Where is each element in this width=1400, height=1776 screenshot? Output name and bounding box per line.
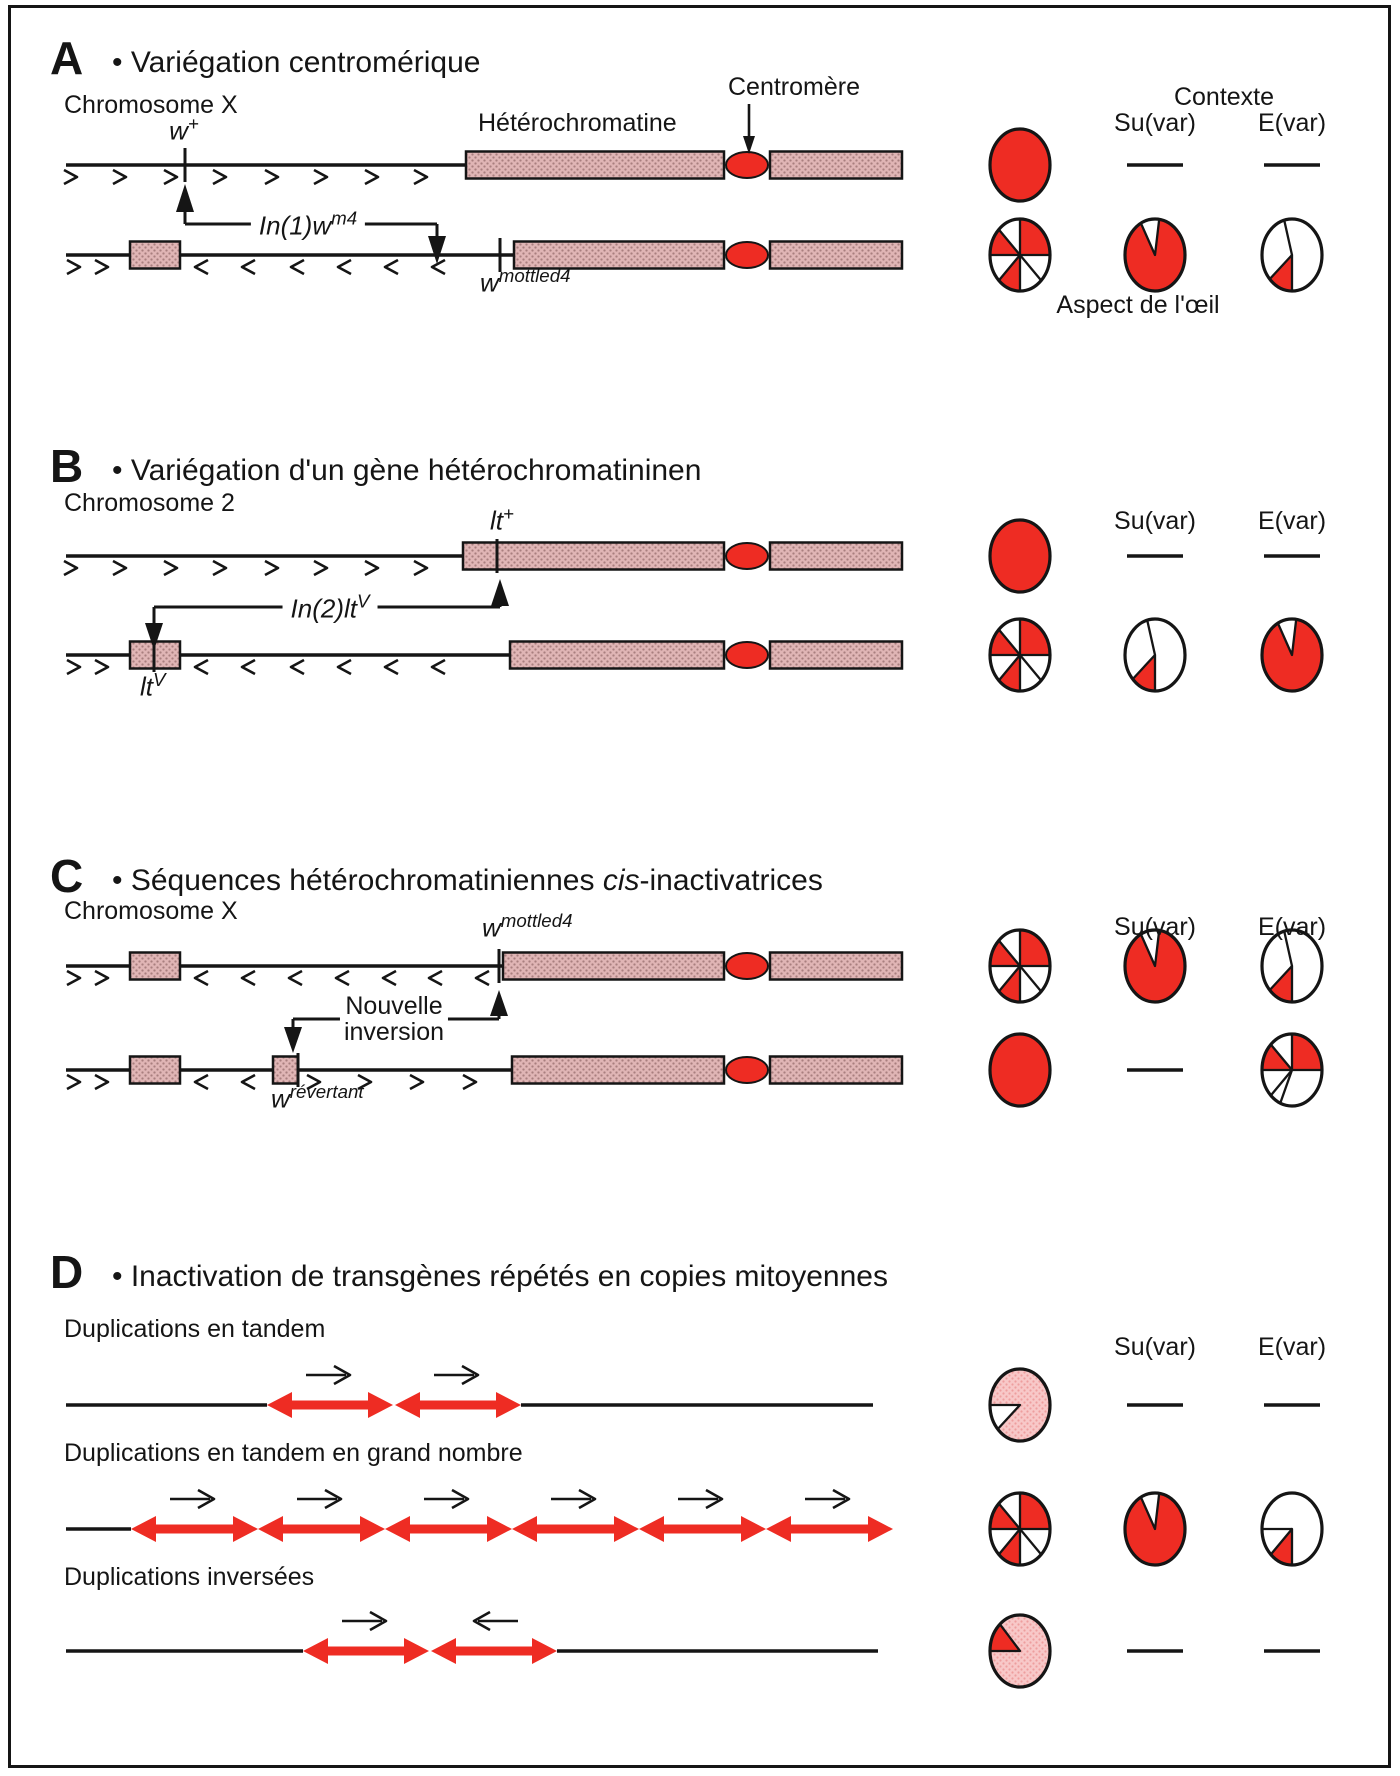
transgene-repeat-arrow — [407, 1525, 490, 1534]
gene-sup: V — [356, 590, 370, 612]
title-cis: cis — [602, 864, 640, 897]
eye-variegated-icon — [990, 930, 1050, 1002]
eye-variegated-icon — [990, 1493, 1050, 1565]
heterochromatin-box — [512, 1057, 724, 1084]
e-var-header-c: E(var) — [1257, 913, 1327, 941]
heterochromatin-label: Hétérochromatine — [478, 109, 677, 137]
transgene-repeat-arrow — [661, 1525, 744, 1534]
panel-b-letter: B — [50, 440, 85, 492]
centromere-icon — [726, 642, 768, 668]
eye-aspect-caption: Aspect de l'œil — [1056, 291, 1220, 319]
eye-full-red-icon — [990, 520, 1050, 592]
chromosome-row-C1 — [66, 949, 902, 985]
orientation-arrow-icon — [297, 1490, 341, 1508]
transgene-repeat-arrow — [417, 1401, 499, 1410]
orientation-arrow-icon — [342, 1612, 386, 1630]
su-var-header-d: Su(var) — [1114, 1333, 1196, 1361]
gene-base: lt — [140, 671, 153, 702]
heterochromatin-box — [130, 1057, 180, 1084]
heterochromatin-box — [770, 152, 902, 179]
inverted-duplication-label: Duplications inversées — [64, 1563, 315, 1591]
gene-sup: + — [187, 113, 199, 134]
gene-sup: révertant — [289, 1081, 364, 1102]
su-var-header-b: Su(var) — [1114, 507, 1196, 535]
gene-base: In(2)lt — [290, 593, 357, 624]
gene-label-w-mottled4-c — [482, 911, 573, 942]
inversion-label-a — [251, 209, 365, 240]
context-header: Contexte — [1173, 83, 1275, 111]
gene-sup: V — [153, 669, 166, 690]
heterochromatin-box — [770, 543, 902, 570]
tandem-duplication-label: Duplications en tandem — [64, 1315, 326, 1343]
eye-variegated-icon — [990, 619, 1050, 691]
gene-base: w — [271, 1083, 290, 1114]
title-post: -inactivatrices — [639, 864, 823, 897]
chromosome-label-c: Chromosome X — [64, 897, 238, 925]
chromosome-row-C2 — [66, 1053, 902, 1089]
eye-white-with-red-wedge-icon — [1125, 619, 1185, 691]
heterochromatin-box — [770, 242, 902, 269]
heterochromatin-box — [463, 543, 724, 570]
eye-full-red-icon — [990, 1034, 1050, 1106]
heterochromatin-box — [130, 953, 180, 980]
heterochromatin-box — [503, 953, 724, 980]
chromosome-row-D3 — [66, 1612, 878, 1664]
transgene-repeat-arrow — [289, 1401, 371, 1410]
e-var-header-b: E(var) — [1257, 507, 1327, 535]
centromere-icon — [726, 543, 768, 569]
gene-sup: m4 — [331, 207, 358, 229]
panel-a-letter: A — [50, 32, 85, 84]
orientation-arrow-icon — [306, 1366, 350, 1384]
e-var-header-a: E(var) — [1257, 109, 1327, 137]
gene-label-lt-plus — [490, 504, 514, 535]
centromere-icon — [726, 152, 768, 178]
heterochromatin-box — [770, 642, 902, 669]
gene-label-w-plus — [169, 114, 199, 145]
heterochromatin-box — [130, 242, 180, 269]
heterochromatin-box — [466, 152, 724, 179]
tandem-many-label: Duplications en tandem en grand nombre — [64, 1439, 523, 1467]
heterochromatin-box — [770, 953, 902, 980]
eye-pink-with-red-wedge-icon — [990, 1615, 1050, 1687]
gene-base: w — [482, 912, 501, 943]
transgene-repeat-arrow — [280, 1525, 363, 1534]
transgene-repeat-arrow — [153, 1525, 236, 1534]
centromere-icon — [726, 242, 768, 268]
heterochromatin-box — [273, 1057, 298, 1084]
eye-variegated-icon — [990, 219, 1050, 291]
eye-red-with-white-notch-icon — [1262, 619, 1322, 691]
e-var-header-d: E(var) — [1257, 1333, 1327, 1361]
gene-label-lt-v — [140, 670, 165, 701]
gene-sup: + — [503, 503, 514, 524]
new-inversion-line2: inversion — [343, 1018, 445, 1046]
new-inversion-line1: Nouvelle — [345, 992, 443, 1020]
orientation-arrow-icon — [170, 1490, 214, 1508]
transgene-repeat-arrow — [453, 1647, 535, 1656]
chromosome-label-a: Chromosome X — [64, 91, 238, 119]
gene-sup: mottled4 — [500, 910, 573, 931]
orientation-arrow-icon — [474, 1612, 518, 1630]
centromere-icon — [726, 953, 768, 979]
panel-c-letter: C — [50, 850, 85, 902]
gene-base: In(1)w — [258, 210, 332, 241]
eye-full-red-icon — [990, 129, 1050, 201]
gene-base: w — [169, 115, 188, 146]
centromere-label: Centromère — [728, 73, 860, 101]
inversion-label-b — [283, 592, 378, 623]
heterochromatin-box — [770, 1057, 902, 1084]
chromosome-row-B1 — [64, 539, 902, 575]
chromosome-row-B2 — [66, 638, 902, 674]
eye-pink-with-white-notch-icon — [990, 1369, 1050, 1441]
transgene-repeat-arrow — [534, 1525, 617, 1534]
gene-label-w-revertant — [271, 1082, 364, 1113]
chromosome-row-D2 — [66, 1490, 893, 1542]
orientation-arrow-icon — [434, 1366, 478, 1384]
eye-red-with-white-notch-icon — [1125, 1493, 1185, 1565]
title-pre: • Séquences hétérochromatiniennes — [112, 864, 603, 897]
gene-base: lt — [490, 505, 504, 536]
orientation-arrow-icon — [424, 1490, 468, 1508]
chromosome-row-D1 — [66, 1366, 873, 1418]
panel-c-title — [112, 865, 823, 897]
orientation-arrow-icon — [805, 1490, 849, 1508]
eye-white-with-red-wedge-icon — [1262, 219, 1322, 291]
orientation-arrow-icon — [551, 1490, 595, 1508]
centromere-pointer-arrow — [743, 104, 755, 154]
panel-d-title: • Inactivation de transgènes répétés en copies mitoyennes — [112, 1260, 888, 1293]
gene-label-w-mottled4-a — [480, 266, 571, 297]
eye-variegated-light-icon — [1262, 1034, 1322, 1106]
su-var-header-a: Su(var) — [1114, 109, 1196, 137]
new-inversion-label — [340, 993, 448, 1045]
centromere-icon — [726, 1057, 768, 1083]
su-var-header-c: Su(var) — [1114, 913, 1196, 941]
transgene-repeat-arrow — [325, 1647, 407, 1656]
chromosome-label-b: Chromosome 2 — [64, 489, 235, 517]
eye-white-with-red-wedge-hline-icon — [1262, 1493, 1322, 1565]
transgene-repeat-arrow — [788, 1525, 871, 1534]
panel-a-title: • Variégation centromérique — [112, 46, 481, 79]
panel-b-title: • Variégation d'un gène hétérochromatininen — [112, 454, 702, 487]
gene-base: w — [480, 267, 499, 298]
gene-sup: mottled4 — [498, 265, 571, 286]
eye-red-with-white-notch-icon — [1125, 219, 1185, 291]
chromosome-row-A1 — [64, 148, 902, 184]
orientation-arrow-icon — [678, 1490, 722, 1508]
panel-d-letter: D — [50, 1246, 85, 1298]
heterochromatin-box — [510, 642, 724, 669]
